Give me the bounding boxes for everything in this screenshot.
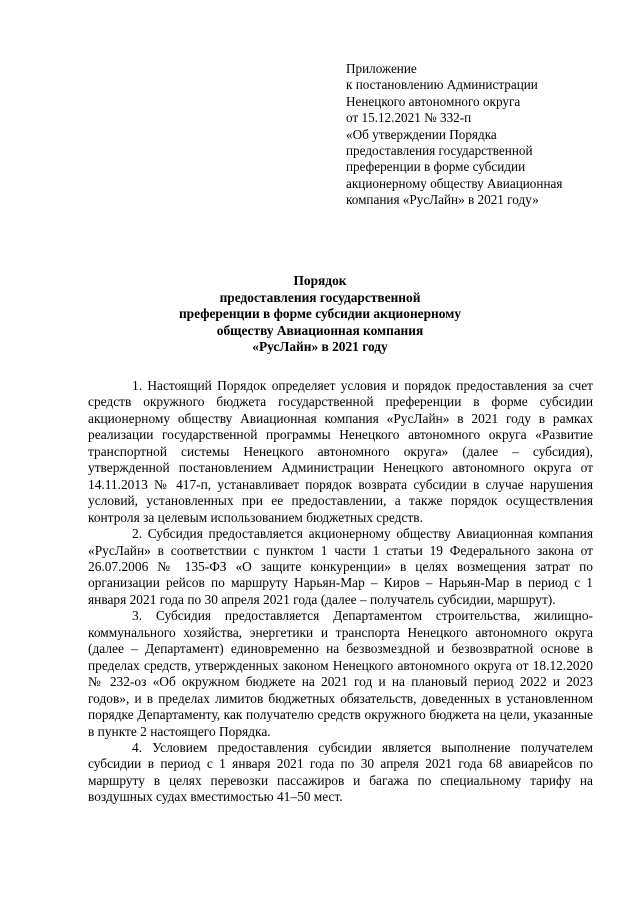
- appendix-line: к постановлению Администрации: [346, 77, 538, 93]
- appendix-line: Ненецкого автономного округа: [346, 93, 521, 109]
- title-line: обществу Авиационная компания: [216, 322, 424, 338]
- appendix-line: от 15.12.2021 № 332-п: [346, 110, 472, 126]
- appendix-line: Приложение: [346, 61, 417, 76]
- appendix-line: компания «РусЛайн» в 2021 году»: [346, 192, 539, 208]
- title-line: преференции в форме субсидии акционерному: [178, 306, 462, 322]
- appendix-line: предоставления государственной: [346, 143, 533, 159]
- paragraph-1: 1. Настоящий Порядок определяет условия и порядок предоставления за счет средств окружного бюджета государственной преференции в форме субсидии акционерному обществу Авиационная компания «РусЛайн» в 2021 году в рамках реализации государственной программы Ненецкого автономного округа «Развитие транспортной системы Ненецкого автономного округа» (далее – субсидия), утвержденной постановлением Администрации Ненецкого автономного округа от 14.11.2013 № 417-п, устанавливает порядок возврата субсидии в случае нарушения условий, установленных при ее предоставлении, а также порядок осуществления контроля за целевым использованием бюджетных средств.: [88, 378, 593, 525]
- title-line: Порядок: [293, 273, 347, 288]
- appendix-header: [346, 61, 616, 209]
- paragraph-2: 2. Субсидия предоставляется акционерному обществу Авиационная компания «РусЛайн» в соответствии с пунктом 1 части 1 статьи 19 Федерального закона от 26.07.2006 № 135-ФЗ «О защите конкуренции» в целях возмещения затрат по организации рейсов по маршруту Нарьян-Мар – Киров – Нарьян-Мар в период с 1 января 2021 года по 30 апреля 2021 года (далее – получатель субсидии, маршрут).: [88, 526, 593, 607]
- document-title: [0, 273, 640, 356]
- paragraph-4: 4. Условием предоставления субсидии является выполнение получателем субсидии в период с 1 января 2021 года по 30 апреля 2021 года 68 авиарейсов по маршруту в целях перевозки пассажиров и багажа по специальному тарифу на воздушных судах вместимостью 41–50 мест.: [88, 739, 593, 805]
- appendix-line: «Об утверждении Порядка: [346, 126, 497, 142]
- appendix-line: преференции в форме субсидии: [346, 159, 526, 175]
- title-line: «РусЛайн» в 2021 году: [252, 339, 388, 355]
- document-body: [88, 378, 593, 806]
- paragraph-3: 3. Субсидия предоставляется Департаментом строительства, жилищно-коммунального хозяйства, энергетики и транспорта Ненецкого автономного округа (далее – Департамент) единовременно на безвозмездной и безвозвратной основе в пределах средств, утвержденных законом Ненецкого автономного округа от 18.12.2020 № 232-оз «Об окружном бюджете на 2021 год и на плановый период 2022 и 2023 годов», и в пределах лимитов бюджетных обязательств, доведенных в установленном порядке Департаменту, как получателю средств окружного бюджета на цели, указанные в пункте 2 настоящего Порядка.: [88, 608, 593, 739]
- appendix-line: акционерному обществу Авиационная: [346, 175, 563, 191]
- title-line: предоставления государственной: [219, 289, 421, 305]
